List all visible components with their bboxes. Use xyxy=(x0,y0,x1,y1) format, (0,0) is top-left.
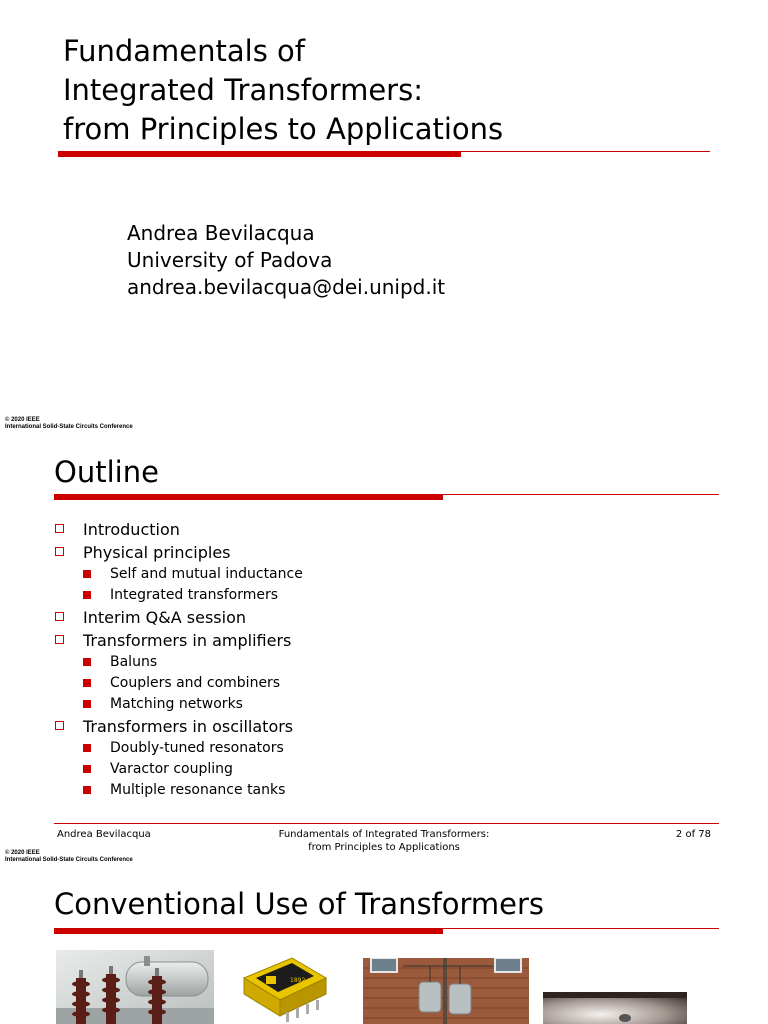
copyright-line-1: © 2020 IEEE xyxy=(5,417,40,423)
large-transformer-photo xyxy=(543,992,687,1024)
hollow-square-bullet-icon xyxy=(55,612,64,621)
list-subitem-label: Self and mutual inductance xyxy=(110,566,303,582)
utility-transformer-image xyxy=(363,958,529,1024)
list-subitem xyxy=(54,759,303,780)
hollow-square-bullet-icon xyxy=(55,635,64,644)
list-subitem xyxy=(54,738,303,759)
author-name: Andrea Bevilacqua xyxy=(127,221,315,245)
filled-square-bullet-icon xyxy=(83,765,91,773)
copyright-notice xyxy=(5,850,133,864)
list-subitem-label: Baluns xyxy=(110,654,158,670)
list-item xyxy=(54,606,303,629)
list-subitem xyxy=(54,694,303,715)
outline-list xyxy=(54,518,303,801)
list-item-label: Introduction xyxy=(83,520,180,539)
utility-transformer-photo xyxy=(363,958,529,1024)
title-slide xyxy=(0,0,768,440)
author-affiliation: University of Padova xyxy=(127,248,333,272)
filled-square-bullet-icon xyxy=(83,786,91,794)
list-subitem-label: Varactor coupling xyxy=(110,761,233,777)
filled-square-bullet-icon xyxy=(83,570,91,578)
list-item-label: Transformers in oscillators xyxy=(83,717,294,736)
copyright-line-2: International Solid-State Circuits Conference xyxy=(5,424,133,430)
hollow-square-bullet-icon xyxy=(55,547,64,556)
author-email: andrea.bevilacqua@dei.unipd.it xyxy=(127,275,446,299)
footer-title-line-1: Fundamentals of Integrated Transformers: xyxy=(278,829,490,840)
footer-title xyxy=(250,828,518,854)
filled-square-bullet-icon xyxy=(83,679,91,687)
list-subitem xyxy=(54,652,303,673)
list-subitem-label: Multiple resonance tanks xyxy=(110,782,286,798)
ferrite-transformer-photo xyxy=(236,950,332,1024)
list-subitem xyxy=(54,564,303,585)
title-line-2: Integrated Transformers: xyxy=(63,73,423,107)
outline-title: Outline xyxy=(54,455,159,489)
footer-title-line-2: from Principles to Applications xyxy=(308,842,460,853)
hollow-square-bullet-icon xyxy=(55,524,64,533)
list-subitem xyxy=(54,780,303,801)
copyright-notice xyxy=(5,417,133,431)
slide3-title: Conventional Use of Transformers xyxy=(54,887,545,921)
list-subitem-label: Couplers and combiners xyxy=(110,675,281,691)
list-subitem-label: Doubly-tuned resonators xyxy=(110,740,284,756)
list-item xyxy=(54,629,303,652)
filled-square-bullet-icon xyxy=(83,658,91,666)
author-block xyxy=(127,220,445,301)
outline-underline-thick xyxy=(54,494,443,500)
list-subitem xyxy=(54,673,303,694)
list-subitem-label: Integrated transformers xyxy=(110,587,279,603)
presentation-title xyxy=(63,32,503,149)
list-subitem-label: Matching networks xyxy=(110,696,243,712)
list-item-label: Transformers in amplifiers xyxy=(83,631,292,650)
title-line-3: from Principles to Applications xyxy=(63,112,504,146)
hollow-square-bullet-icon xyxy=(55,721,64,730)
list-item xyxy=(54,541,303,564)
list-item-label: Interim Q&A session xyxy=(83,608,246,627)
filled-square-bullet-icon xyxy=(83,700,91,708)
filled-square-bullet-icon xyxy=(83,744,91,752)
copyright-line-2: International Solid-State Circuits Conference xyxy=(5,857,133,863)
footer-author: Andrea Bevilacqua xyxy=(57,829,151,840)
svg-text:1892: 1892 xyxy=(290,977,306,984)
list-item xyxy=(54,518,303,541)
slide3-underline-thick xyxy=(54,928,443,934)
footer-page-number: 2 of 78 xyxy=(675,829,711,840)
copyright-line-1: © 2020 IEEE xyxy=(5,850,40,856)
large-transformer-image xyxy=(543,992,687,1024)
footer-rule xyxy=(54,823,719,824)
list-item xyxy=(54,715,303,738)
filled-square-bullet-icon xyxy=(83,591,91,599)
power-transformer-image xyxy=(56,950,214,1024)
title-line-1: Fundamentals of xyxy=(63,34,305,68)
title-underline-thick xyxy=(58,151,461,157)
ferrite-transformer-image xyxy=(236,950,332,1024)
power-transformer-photo xyxy=(56,950,214,1024)
list-subitem xyxy=(54,585,303,606)
list-item-label: Physical principles xyxy=(83,543,231,562)
